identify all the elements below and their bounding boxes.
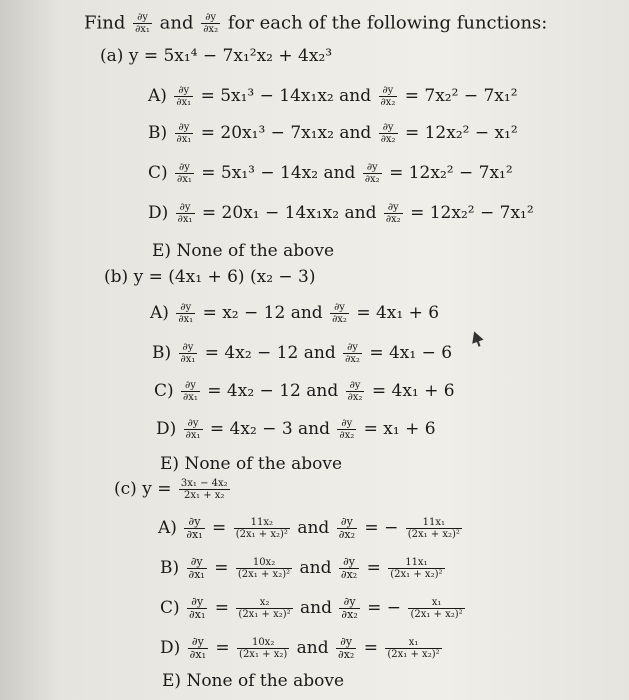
part-c-option-d: D) $\frac{\partial y}{\text{∂x₁}}$ = $\frac{\text{10x₂}}{\text{(2x₁ + x₂)}}$ and $\frac{\partial y}{\text{∂x₂}}$ = $\frac{\text{x₁}}{\text{(2x₁ + x₂)²}}$ bbox=[160, 635, 440, 661]
part-b-option-a: A) $\frac{\partial y}{\text{∂x₁}}$ = x₂ − 12 and $\frac{\partial y}{\text{∂x₂}}$ = 4x₁ + 6 bbox=[150, 302, 440, 325]
header-find: Find bbox=[84, 12, 126, 34]
part-a-option-e: E) None of the above bbox=[152, 241, 335, 261]
partial-y-x2: $\frac{\partial y}{\text{∂x₂}}$ bbox=[203, 12, 219, 35]
part-b-function: (b) y = (4x₁ + 6) (x₂ − 3) bbox=[104, 267, 316, 287]
page-shadow bbox=[0, 0, 60, 700]
part-b-option-b: B) $\frac{\partial y}{\text{∂x₁}}$ = 4x₂ − 12 and $\frac{\partial y}{\text{∂x₂}}$ = 4x₁ − 6 bbox=[152, 342, 453, 365]
part-c-function: (c) y = $\frac{\text{3x₁ − 4x₂}}{\text{2x₁ + x₂}}$ bbox=[114, 478, 228, 501]
part-c-option-c: C) $\frac{\partial y}{\text{∂x₁}}$ = $\frac{\text{x₂}}{\text{(2x₁ + x₂)²}}$ and $\frac{\partial y}{\text{∂x₂}}$ = − $\frac{\text{x₁}}{\text{(2x₁ + x₂)²}}$ bbox=[160, 595, 463, 621]
mouse-cursor-icon bbox=[468, 329, 483, 343]
question-header: Find $\frac{\partial y}{\text{∂x₁}}$ and $\frac{\partial y}{\text{∂x₂}}$ for each of the following functions: bbox=[84, 12, 548, 35]
part-a-option-b: B) $\frac{\partial y}{\text{∂x₁}}$ = 20x₁³ − 7x₁x₂ and $\frac{\partial y}{\text{∂x₂}}$ = 12x₂² − x₁² bbox=[148, 122, 518, 145]
partial-y-x1: $\frac{\partial y}{\text{∂x₁}}$ bbox=[135, 12, 150, 35]
part-c-option-a: A) $\frac{\partial y}{\text{∂x₁}}$ = $\frac{\text{11x₂}}{\text{(2x₁ + x₂)²}}$ and $\frac{\partial y}{\text{∂x₂}}$ = − $\frac{\text{11x₁}}{\text{(2x₁ + x₂)²}}$ bbox=[158, 515, 460, 541]
part-a-function: (a) y = 5x₁⁴ − 7x₁²x₂ + 4x₂³ bbox=[100, 46, 333, 66]
part-a-option-a: A) $\frac{\partial y}{\text{∂x₁}}$ = 5x₁³ − 14x₁x₂ and $\frac{\partial y}{\text{∂x₂}}$ = 7x₂² − 7x₁² bbox=[148, 85, 518, 108]
part-b-option-d: D) $\frac{\partial y}{\text{∂x₁}}$ = 4x₂ − 3 and $\frac{\partial y}{\text{∂x₂}}$ = x₁ + 6 bbox=[156, 418, 436, 441]
header-text: for each of the following functions: bbox=[227, 12, 548, 34]
part-a-option-c: C) $\frac{\partial y}{\text{∂x₁}}$ = 5x₁³ − 14x₂ and $\frac{\partial y}{\text{∂x₂}}$ = 12x₂² − 7x₁² bbox=[148, 162, 513, 185]
part-b-option-e: E) None of the above bbox=[160, 454, 343, 474]
part-c-option-e: E) None of the above bbox=[162, 671, 345, 691]
part-a-option-d: D) $\frac{\partial y}{\text{∂x₁}}$ = 20x₁ − 14x₁x₂ and $\frac{\partial y}{\text{∂x₂}}$ = 12x₂² − 7x₁² bbox=[148, 202, 534, 225]
part-c-option-b: B) $\frac{\partial y}{\text{∂x₁}}$ = $\frac{\text{10x₂}}{\text{(2x₁ + x₂)²}}$ and $\frac{\partial y}{\text{∂x₂}}$ = $\frac{\text{11x₁}}{\text{(2x₁ + x₂)²}}$ bbox=[160, 555, 443, 581]
part-b-option-c: C) $\frac{\partial y}{\text{∂x₁}}$ = 4x₂ − 12 and $\frac{\partial y}{\text{∂x₂}}$ = 4x₁ + 6 bbox=[154, 380, 455, 403]
